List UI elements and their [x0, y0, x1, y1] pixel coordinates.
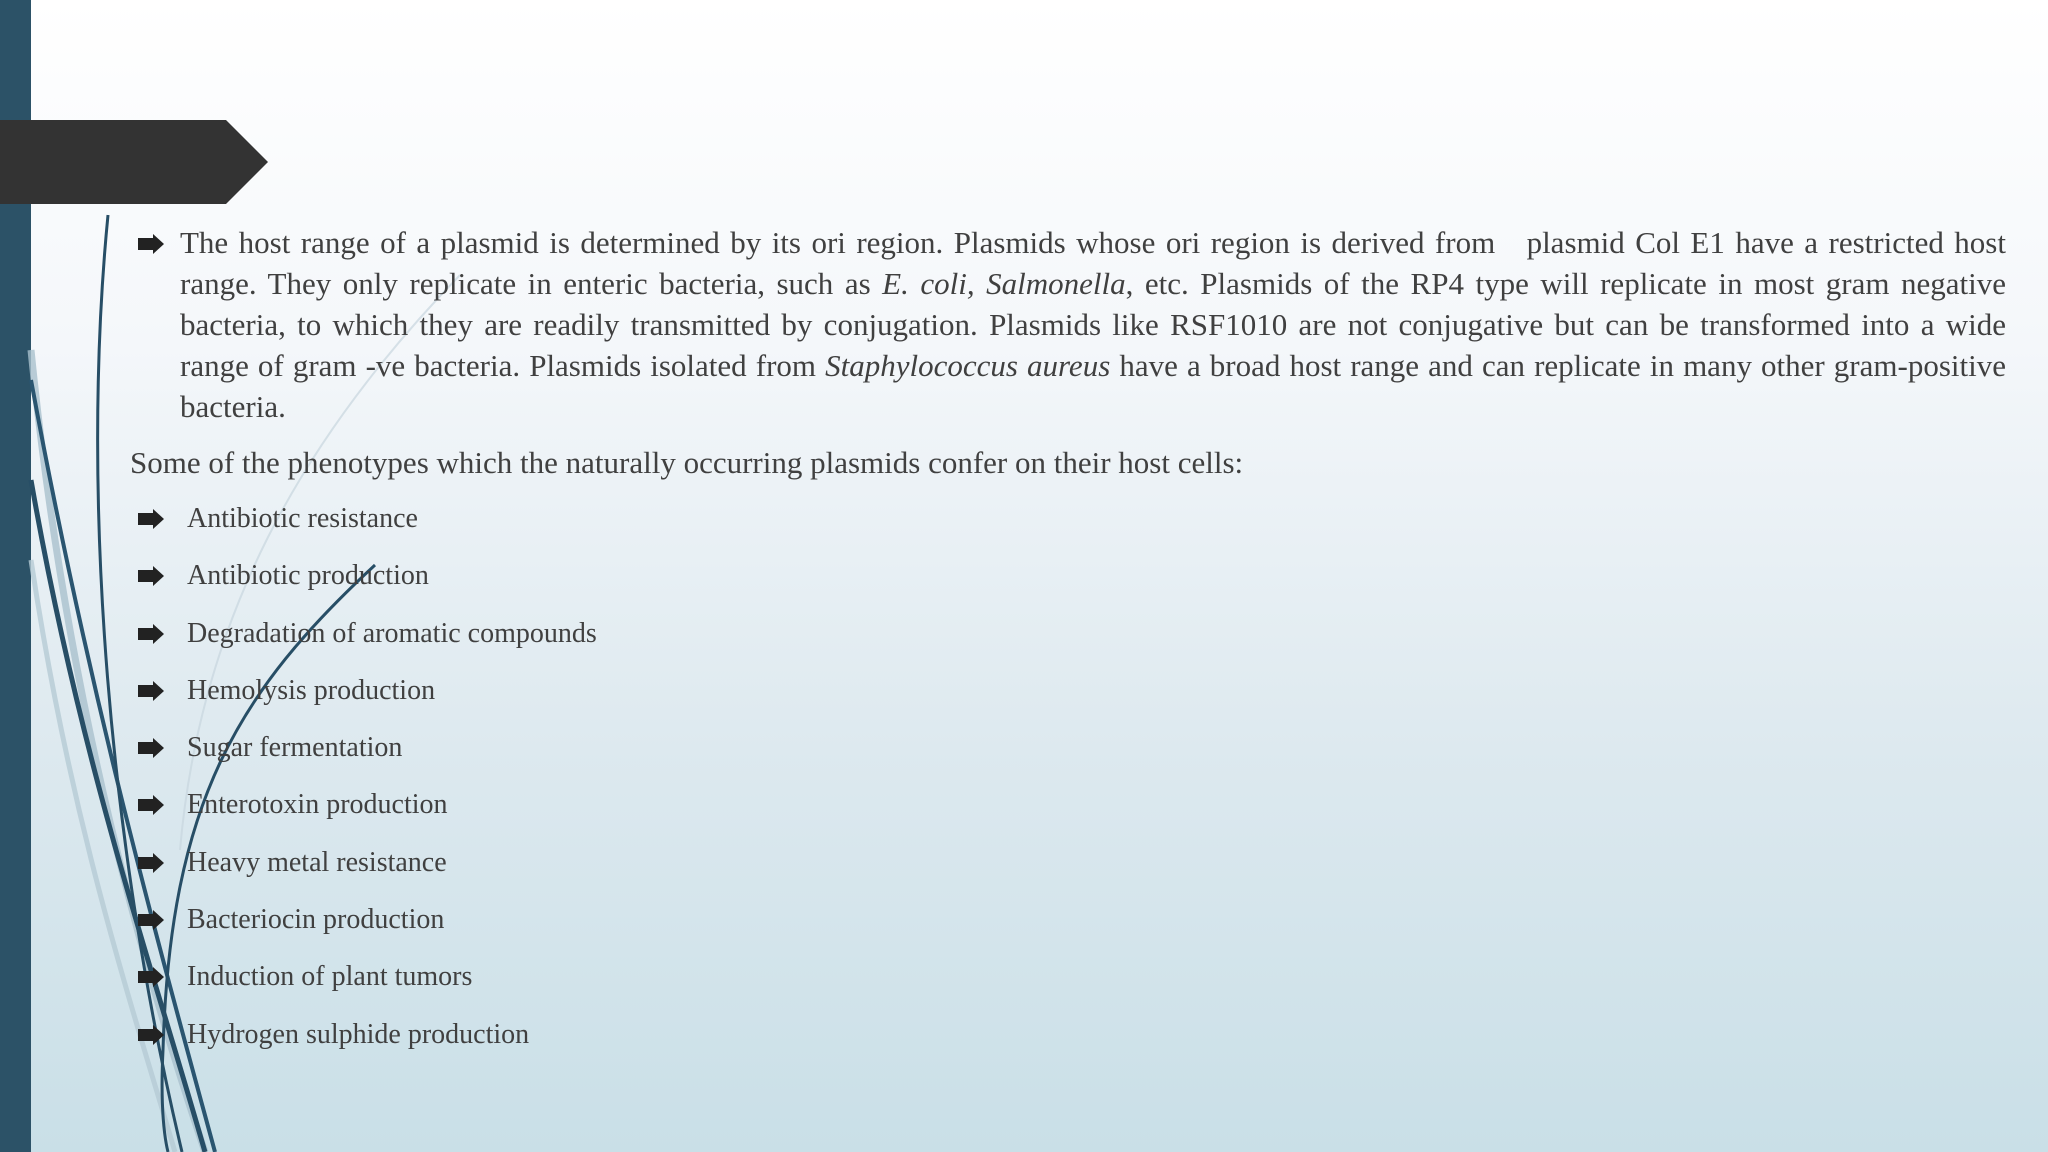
phenotype-label: Hydrogen sulphide production — [187, 1018, 530, 1050]
phenotype-label: Bacteriocin production — [187, 904, 445, 936]
list-item — [130, 612, 2006, 669]
list-item — [130, 726, 2006, 783]
phenotype-label: Antibiotic resistance — [187, 503, 418, 534]
arrow-bullet-icon — [138, 1025, 164, 1045]
title-tab — [0, 120, 268, 204]
arrow-bullet-icon — [138, 681, 164, 701]
paragraph-text-1: The host range of a plasmid is determined by its ori region. Plasmids whose ori region is derived from plasmid Col E1 have a restricted host range. They only replicate in enteric bacteria, such as — [180, 225, 2006, 301]
phenotypes-intro: Some of the phenotypes which the naturally occurring plasmids confer on their host cells: — [130, 445, 1244, 480]
paragraph-text-2: , etc. Plasmids of the RP4 type will replicate in most gram negative bacteria, to which they are readily transmitted by conjugation. Plasmids like RSF1010 are not conjugative but can be transformed into a wide range of gram -ve bacteria. Plasmids isolated from — [180, 266, 2007, 383]
arrow-bullet-icon — [138, 234, 164, 254]
paragraph-text-3: have a broad host range and can replicate in many other gram-positive bacteria. — [180, 348, 2006, 424]
host-range-paragraph — [130, 222, 2006, 427]
arrow-bullet-icon — [138, 738, 164, 758]
arrow-bullet-icon — [138, 967, 164, 987]
phenotype-label: Degradation of aromatic compounds — [187, 617, 597, 649]
list-item — [130, 898, 2006, 955]
phenotype-label: Hemolysis production — [187, 674, 436, 706]
paragraph-italic-1: E. coli, Salmonella — [882, 266, 1126, 301]
phenotype-label: Heavy metal resistance — [187, 846, 447, 878]
arrow-bullet-icon — [138, 853, 164, 873]
arrow-bullet-icon — [138, 910, 164, 930]
list-item — [130, 841, 2006, 898]
phenotype-list — [130, 497, 2006, 1070]
list-item — [130, 1013, 2006, 1070]
arrow-bullet-icon — [138, 566, 164, 586]
phenotype-label: Sugar fermentation — [187, 732, 403, 764]
list-item — [130, 497, 2006, 554]
arrow-bullet-icon — [138, 795, 164, 815]
phenotype-label: Induction of plant tumors — [187, 961, 473, 993]
phenotype-label: Enterotoxin production — [187, 789, 448, 821]
arrow-bullet-icon — [138, 509, 164, 529]
list-item — [130, 955, 2006, 1012]
list-item — [130, 783, 2006, 840]
slide-content — [130, 222, 2006, 1070]
list-item — [130, 669, 2006, 726]
arrow-bullet-icon — [138, 624, 164, 644]
list-item — [130, 554, 2006, 611]
phenotype-label: Antibiotic production — [187, 560, 429, 592]
paragraph-italic-2: Staphylococcus aureus — [825, 348, 1111, 383]
